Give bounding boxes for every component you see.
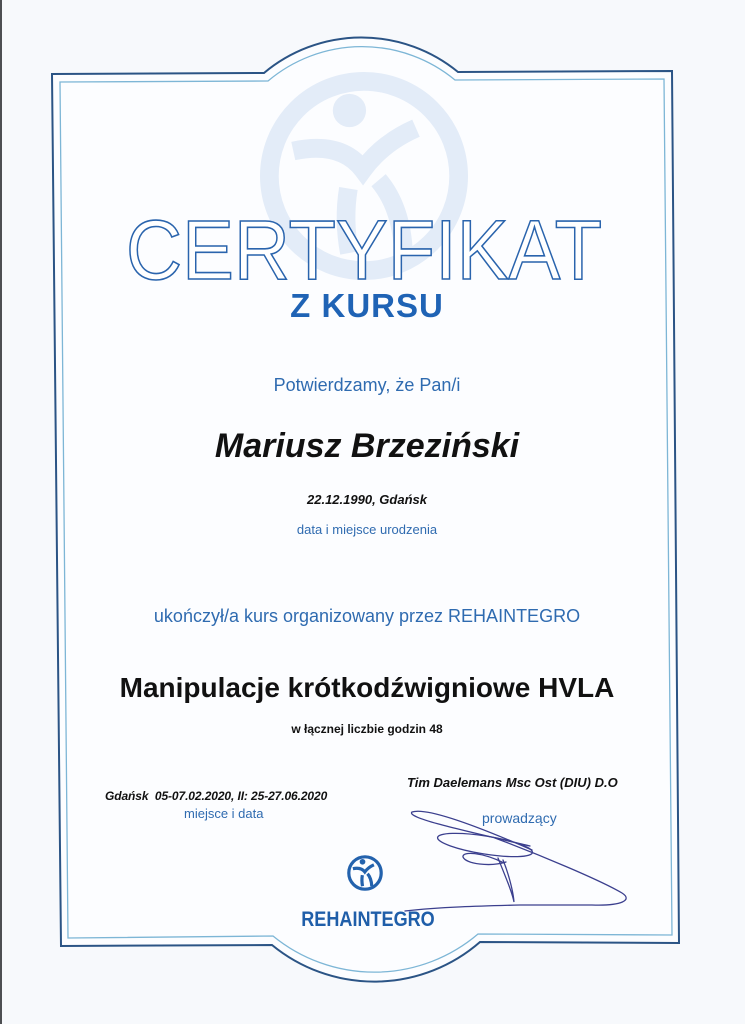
certificate-subtitle: Z KURSU [290,287,444,324]
instructor-label: prowadzący [482,810,557,826]
certificate-title: CERTYFIKAT [126,203,602,297]
birth-date-place-label: data i miejsce urodzenia [296,522,438,537]
place-date-value: Gdańsk 05-07.02.2020, II: 25-27.06.2020 [105,789,328,803]
confirmation-text: Potwierdzamy, że Pan/i [273,375,461,395]
recipient-name: Mariusz Brzeziński [214,427,520,465]
course-hours: w łącznej liczbie godzin 48 [291,722,443,736]
place-date-label: miejsce i data [184,806,264,821]
instructor-name: Tim Daelemans Msc Ost (DIU) D.O [407,775,618,790]
course-name: Manipulacje krótkodźwigniowe HVLA [119,672,615,703]
completion-statement: ukończył/a kurs organizowany przez REHAINTEGRO [153,606,581,626]
birth-date-place: 22.12.1990, Gdańsk [307,492,427,507]
organization-name: REHAINTEGRO [301,908,435,931]
